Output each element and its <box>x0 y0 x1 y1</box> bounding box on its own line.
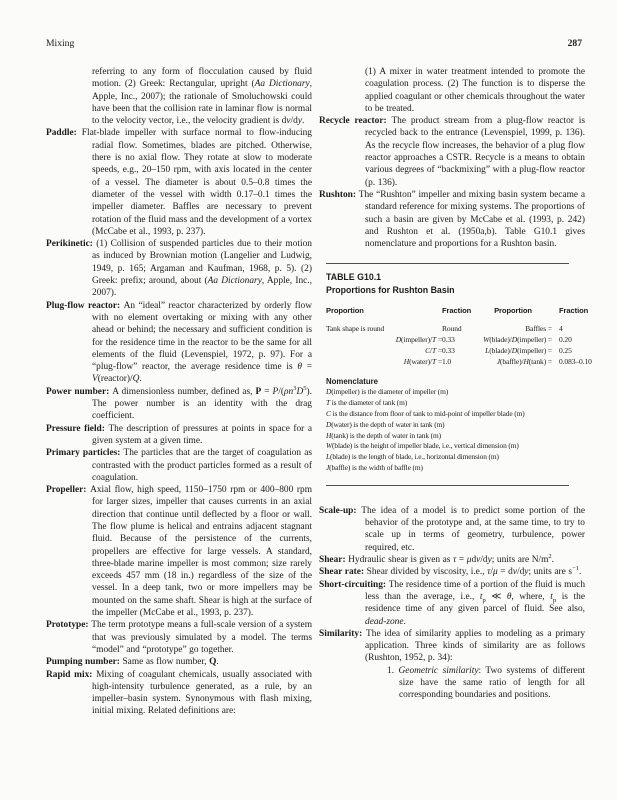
entry-definition: An “ideal” reactor characterized by orderly flow with no element overtaking or mixing with any other ahead or behind; the necessary and sufficient condition is for the residence time in the reactor to be the same for all elements of the fluid (Levenspiel, 1972, p. 97). For a “plug-flow” reactor, the average residence time is θ = V(reactor)/Q. <box>92 300 312 385</box>
table-cell: W(blade)/D(impeller) = <box>483 335 552 345</box>
table-header-cell: Fraction <box>442 306 472 316</box>
right-column <box>319 66 592 718</box>
table-header-cell: Proportion <box>494 306 532 316</box>
rushton-table <box>326 305 592 367</box>
table-cell: 1.0 <box>442 357 452 367</box>
list-item-text: 1. Geometric similarity: Two systems of different size have the same ratio of length for all corresponding boundaries and positions. <box>387 665 585 701</box>
entry-term: Shear: <box>319 555 346 566</box>
entry-definition: The term prototype means a full-scale version of a system that was previously simulated by a model. The terms “model” and “prototype” go together. <box>91 620 312 655</box>
table-cell: L(blade)/D(impeller) = <box>485 346 552 356</box>
table-cell: C/T = <box>425 346 442 356</box>
table-header-cell: Fraction <box>559 306 589 316</box>
entry-definition: The idea of a model is to predict some portion of the behavior of the prototype and, at the same time, to try to scale up in terms of geometry, turbulence, power required, etc. <box>361 505 586 553</box>
nomenclature-item: D(water) is the depth of water in tank (m) <box>326 419 445 429</box>
entry-definition: Hydraulic shear is given as τ = μdv/dy; units are $N/m^2$. <box>348 552 555 566</box>
entry-term: Perikinetic: <box>46 239 93 250</box>
entry-definition: The product stream from a plug-flow reactor is recycled back to the entrance (Levenspiel, 1999, p. 136). As the recycle flow increases, the behavior of a plug flow reactor approaches a CSTR. Recycle is a means to obtain various degrees of “backmixing” with a plug-flow reactor (p. 136). <box>365 116 586 188</box>
table-cell: J(baffle)/H(tank) = <box>496 357 552 367</box>
glossary-entry-continuation <box>46 66 312 127</box>
entry-term: Propeller: <box>46 485 87 496</box>
entry-term: Recycle reactor: <box>319 116 387 127</box>
table-cell: 0.33 <box>442 335 455 345</box>
entry-definition: Mixing of coagulant chemicals, usually associated with high-intensity turbulence generated, as a rule, by an impeller–basin system. Synonymous with flash mixing, initial mixing. Related definitions are: <box>92 669 312 717</box>
glossary-entry-pressure-field <box>46 423 312 448</box>
entry-definition: referring to any form of flocculation caused by fluid motion. (2) Greek: Rectangular, upright (Aa Dictionary, Apple, Inc., 2007); the rationale of Smoluchowski could have been that the collision rate in laminar flow is normal to the velocity vector, i.e., the velocity gradient is dv/dy. <box>92 67 312 127</box>
glossary-entry-shear <box>319 554 585 566</box>
nomenclature-item: T is the diameter of tank (m) <box>326 398 408 408</box>
glossary-entry-shear-rate <box>319 566 585 578</box>
entry-term: Rapid mix: <box>46 669 93 680</box>
entry-definition: (1) Collision of suspended particles due to their motion as induced by Brownian motion (Langelier and Ludwig, 1949, p. 165; Argaman and Kaufman, 1968, p. 5). (2) Greek: prefix; around, about (Aa Dictionary, Apple, Inc., 2007). <box>92 239 312 299</box>
rushton-table-block <box>326 263 592 485</box>
entry-definition: The particles that are the target of coagulation as contrasted with the product particles formed as a result of coagulation. <box>92 448 313 483</box>
glossary-entry-prototype <box>46 619 312 656</box>
table-header-cell: Proportion <box>326 306 364 316</box>
entry-definition: A dimensionless number, defined as, $P = P/(\rho n^3D^5)$. The power number is an identity with the drag coefficient. <box>92 384 313 422</box>
running-head <box>46 38 585 49</box>
entry-term: Short-circuiting: <box>319 579 387 590</box>
glossary-entry-paddle <box>46 127 312 238</box>
glossary-entry-primary-particles <box>46 447 312 484</box>
entry-term: Primary particles: <box>46 448 121 459</box>
nomenclature-item: H(tank) is the depth of water in tank (m) <box>326 430 441 440</box>
two-column-body <box>46 66 592 718</box>
similarity-list-item <box>319 665 585 702</box>
entry-definition: (1) A mixer in water treatment intended to promote the coagulation process. (2) The function is to disperse the applied coagulant or other chemicals throughout the water to be treated. <box>365 67 585 114</box>
glossary-entry-rapid-mix <box>46 669 312 718</box>
nomenclature-item: C is the distance from floor of tank to mid-point of impeller blade (m) <box>326 409 525 419</box>
entry-term: Rushton: <box>319 189 356 200</box>
entry-term: Plug-flow reactor: <box>46 300 121 311</box>
table-title: Proportions for Rushton Basin <box>326 284 455 295</box>
entry-term: Power number: <box>46 386 110 397</box>
entry-term: Prototype: <box>46 620 89 631</box>
entry-definition: Same as flow number, Q. <box>122 657 219 668</box>
entry-definition: The “Rushton” impeller and mixing basin system became a standard reference for mixing systems. The proportions of such a basin are given by McCabe et al. (1993, p. 242) and Rushton et al. (1950a,b). Table G10.1 gives nomenclature and proportions for a Rushton basin. <box>358 189 585 250</box>
entry-definition: The description of pressures at points in space for a given system at a given time. <box>92 423 312 446</box>
glossary-entry-rushton <box>319 189 585 250</box>
table-cell: 0.25 <box>559 346 572 356</box>
table-cell: Tank shape is round <box>326 324 385 334</box>
entry-term: Scale-up: <box>319 505 357 516</box>
entry-definition: Flat-blade impeller with surface normal to flow-inducing radial flow. Sometimes, blades are pitched. Otherwise, there is no axial flow. They rotate at slow to moderate speeds, e.g., 20–150 rpm, with axis located in the center of a vessel. The diameter is about 0.5–0.8 times the diameter of the vessel with width 0.17–0.1 times the impeller diameter. Baffles are necessary to prevent rotation of the fluid mass and the development of a vortex (McCabe et al., 1993, p. 237). <box>81 128 312 237</box>
table-cell: 0.083–0.10 <box>559 357 592 367</box>
table-cell: Round <box>442 324 462 334</box>
running-title: Mixing <box>46 38 75 49</box>
entry-term: Similarity: <box>319 628 363 639</box>
entry-term: Paddle: <box>46 128 77 139</box>
entry-term: Shear rate: <box>319 567 365 578</box>
left-column <box>46 66 312 718</box>
glossary-entry-continuation <box>319 66 585 115</box>
table-cell: 0.33 <box>442 346 455 356</box>
glossary-entry-recycle-reactor <box>319 115 585 189</box>
entry-term: Pumping number: <box>46 657 120 668</box>
entry-definition: Axial flow, high speed, 1150–1750 rpm or 400–800 rpm for larger sizes, impeller that causes currents in an axial direction that continue until deflected by a floor or wall. The flow plume is helical and entrains adjacent stagnant fluid. Because of the persistence of the currents, propellers are effective for large vessels. A standard, three-blade marine impeller is most common; size rarely exceeds 457 mm (18 in.) regardless of the size of the vessel. In a deep tank, two or more impellers may be mounted on the same shaft. Shear is high at the surface of the impeller (McCabe et al., 1993, p. 237). <box>90 485 313 619</box>
nomenclature-item: W(blade) is the height of impeller blade, i.e., vertical dimension (m) <box>326 441 519 451</box>
glossary-entry-similarity <box>319 628 585 665</box>
table-cell: 0.20 <box>559 335 572 345</box>
glossary-entry-short-circuiting <box>319 579 585 628</box>
nomenclature-heading: Nomenclature <box>326 377 378 387</box>
glossary-entry-perikinetic <box>46 238 312 299</box>
table-cell: H(water)/T = <box>403 357 442 367</box>
page-number: 287 <box>567 38 582 49</box>
entry-definition: The residence time of a portion of the fluid is much less than the average, i.e., $t_p$ ≪ θ, where, $t_p$ is the residence time of any given parcel of fluid. See also, dead-zone. <box>365 579 586 627</box>
glossary-entry-scale-up <box>319 505 585 554</box>
table-cell: 4 <box>559 324 563 334</box>
entry-definition: The idea of similarity applies to modeling as a primary application. Three kinds of similarity are as follows (Rushton, 1952, p. 34): <box>365 628 586 664</box>
table-cell: Baffles = <box>525 324 552 334</box>
nomenclature-item: J(baffle) is the width of baffle (m) <box>326 463 423 473</box>
entry-term: Pressure field: <box>46 423 105 434</box>
nomenclature-item: D(impeller) is the diameter of impeller (m) <box>326 387 449 397</box>
glossary-entry-pumping-number <box>46 656 312 668</box>
glossary-entry-plug-flow-reactor <box>46 300 312 386</box>
nomenclature-item: L(blade) is the length of blade, i.e., horizontal dimension (m) <box>326 452 499 462</box>
table-label: TABLE G10.1 <box>326 272 382 283</box>
glossary-entry-propeller <box>46 484 312 619</box>
entry-definition: Shear divided by viscosity, i.e., τ/μ = dv/dy; units are $s^{-1}$. <box>366 565 582 578</box>
glossary-entry-power-number <box>46 386 312 423</box>
table-cell: D(impeller)/T = <box>395 335 442 345</box>
